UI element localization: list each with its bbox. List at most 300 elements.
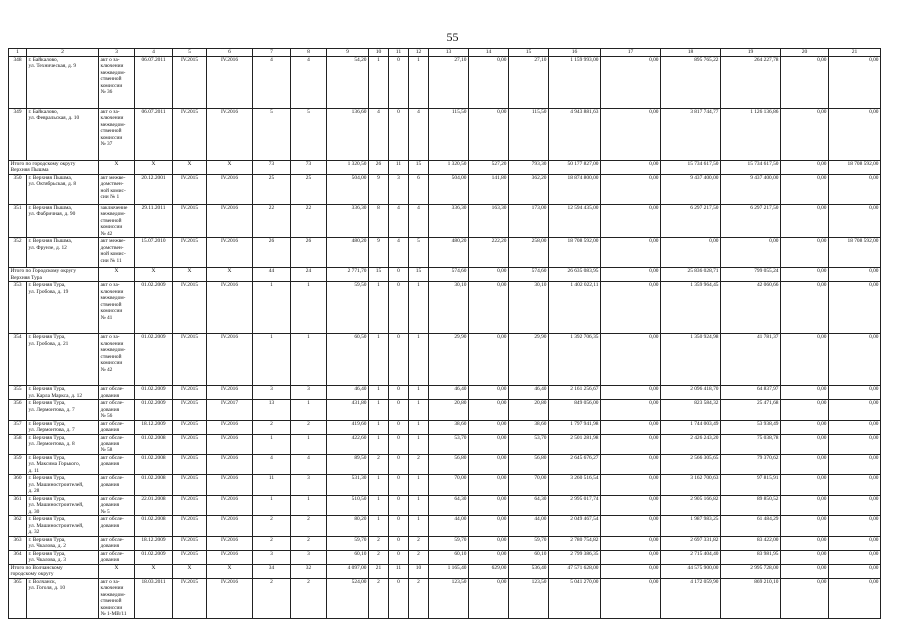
table-cell: 0,00 [601,550,661,564]
table-row [9,516,881,536]
table-cell: 336,30 [429,204,469,237]
table-cell: IV.2015 [173,204,207,237]
table-cell: 44 [253,268,291,282]
table-cell: Х [135,564,173,578]
row-number: 348 [9,56,27,108]
subtotal-label: Итого по городскому округу Верхняя Пышма [9,160,99,174]
table-cell: 18 874 800,00 [549,174,601,204]
table-cell: 06.07.2011 [135,56,173,108]
table-cell: 0,00 [781,434,829,454]
table-cell: 2 049 467,54 [549,516,601,536]
table-cell: 60,10 [327,550,369,564]
table-cell: 0 [389,282,409,334]
table-cell: 5 041 270,00 [549,578,601,618]
table-cell: 9 [369,174,389,204]
table-row [9,420,881,434]
address-cell: г. Верхняя Тура, ул. Лермонтова, д. 8 [27,434,99,454]
table-cell: 480,20 [429,238,469,268]
table-cell: 2 426 243,20 [661,434,721,454]
table-cell: 1 [369,400,389,420]
table-cell: 0,00 [469,400,509,420]
table-cell: 531,30 [327,475,369,495]
table-cell: 536,40 [509,564,549,578]
table-cell: 2 [369,536,389,550]
table-cell: 0 [389,268,409,282]
table-cell: 0,00 [829,434,881,454]
page-number: 55 [446,30,459,44]
table-cell: 0,00 [829,550,881,564]
row-number: 355 [9,386,27,400]
table-cell: Х [135,268,173,282]
table-cell: 0,00 [829,56,881,108]
table-cell: 0,00 [829,386,881,400]
address-cell: г. Волчанск, ул. Гоголя, д. 10 [27,578,99,618]
address-cell: г. Байкалово, ул. Техническая, д. 9 [27,56,99,108]
table-cell: 2 [369,578,389,618]
table-cell: 1 [369,56,389,108]
table-cell: 0,00 [601,400,661,420]
row-number: 353 [9,282,27,334]
table-cell: 2 566 305,65 [661,454,721,474]
table-cell: IV.2016 [207,238,253,268]
table-cell: 15.07.2010 [135,238,173,268]
table-cell: 18.12.2009 [135,420,173,434]
table-cell: 0 [389,454,409,474]
table-cell: 0,00 [781,386,829,400]
table-cell: 50 177 827,00 [549,160,601,174]
table-cell: 0,00 [601,268,661,282]
table-cell: 1 350 924,98 [661,334,721,386]
address-cell: г. Верхняя Тура, ул. Машиностроителей, д. 32 [27,516,99,536]
column-number: 14 [469,49,509,57]
table-cell: IV.2015 [173,282,207,334]
table-cell: 504,00 [327,174,369,204]
subtotal-row [9,268,881,282]
table-cell: 2 [369,454,389,474]
table-cell: IV.2015 [173,108,207,160]
table-cell: 1 [409,475,429,495]
table-cell: IV.2016 [207,204,253,237]
table-cell: 1 987 983,25 [661,516,721,536]
table-cell: 0,00 [781,108,829,160]
column-number: 5 [173,49,207,57]
table-cell: 0,00 [829,108,881,160]
table-cell: IV.2015 [173,420,207,434]
table-cell: 2 [409,454,429,474]
column-number: 12 [409,49,429,57]
row-number: 357 [9,420,27,434]
table-cell: 18 708 592,00 [549,238,601,268]
table-cell: 5 [409,238,429,268]
table-cell: 1 126 136,86 [721,108,781,160]
table-cell: 15 734 617,50 [721,160,781,174]
table-cell: 1 [369,495,389,515]
table-cell: заключение межведом- ственной комиссии № 42 [99,204,135,237]
table-cell: 1 [291,434,327,454]
table-cell: 1 [409,400,429,420]
data-table-container [8,48,881,619]
table-cell: 46,40 [327,386,369,400]
table-cell: 60,10 [509,550,549,564]
table-cell: 1 [369,420,389,434]
table-cell: 0,00 [469,282,509,334]
table-cell: 1 320,50 [327,160,369,174]
table-cell: 01.02.2008 [135,516,173,536]
table-cell: 18.03.2011 [135,578,173,618]
table-row [9,108,881,160]
table-cell: 0,00 [469,268,509,282]
table-cell: 0,00 [781,334,829,386]
table-cell: 0,00 [829,516,881,536]
table-cell: 2 905 166,82 [661,495,721,515]
table-cell: Х [173,268,207,282]
table-cell: 32 [291,564,327,578]
table-cell: 27,10 [429,56,469,108]
row-number: 363 [9,536,27,550]
table-cell: 4 [291,454,327,474]
table-cell: 2 [409,550,429,564]
table-cell: 6 297 217,50 [721,204,781,237]
table-cell: акт о за- ключении межведом- ственной комиссии № 41 [99,282,135,334]
table-cell: 0 [389,400,409,420]
table-cell: 1 [369,386,389,400]
table-cell: 3 162 700,63 [661,475,721,495]
table-cell: 25 [291,174,327,204]
table-cell: 136,60 [327,108,369,160]
table-cell: Х [207,268,253,282]
table-cell: 2 [409,578,429,618]
row-number: 360 [9,475,27,495]
table-cell: 22 [253,204,291,237]
table-cell: акт о за- ключении межведом- ственной комиссии № 37 [99,108,135,160]
table-cell: 336,30 [327,204,369,237]
address-cell: г. Верхняя Тура, ул. Максима Горького, д. 11 [27,454,99,474]
column-number: 19 [721,49,781,57]
address-cell: г. Верхняя Пышма, ул. Фабричная, д. 90 [27,204,99,237]
table-cell: 0,00 [601,204,661,237]
table-cell: 0,00 [469,495,509,515]
table-cell: 0,00 [829,400,881,420]
table-cell: 89,50 [327,454,369,474]
table-cell: 0,00 [601,386,661,400]
table-cell: 524,00 [327,578,369,618]
table-cell: 0 [389,420,409,434]
column-number: 16 [549,49,601,57]
table-cell: IV.2016 [207,56,253,108]
row-number: 349 [9,108,27,160]
table-row [9,56,881,108]
table-cell: 0,00 [781,268,829,282]
table-cell: 01.02.2008 [135,434,173,454]
table-cell: акт о за- ключении межведом- ственной комиссии № 36 [99,56,135,108]
table-cell: акт обсле- дования № 58 [99,434,135,454]
table-cell: 0,00 [601,516,661,536]
table-cell: 4 [369,108,389,160]
table-cell: IV.2015 [173,495,207,515]
subtotal-label: Итого по Волчанскому городскому округу [9,564,99,578]
table-cell: 0,00 [829,268,881,282]
table-cell: 41 781,37 [721,334,781,386]
table-cell: 4 [389,238,409,268]
table-cell: 0,00 [601,564,661,578]
table-cell: 9 [369,238,389,268]
table-cell: 362,20 [509,174,549,204]
table-cell: 1 159 993,00 [549,56,601,108]
table-cell: 141,80 [469,174,509,204]
table-cell: акт о за- ключении межведом- ственной комиссии № 42 [99,334,135,386]
table-cell: 2 [409,536,429,550]
column-number: 2 [27,49,99,57]
table-cell: 0,00 [781,495,829,515]
table-cell: 869 210,10 [721,578,781,618]
table-row [9,174,881,204]
table-cell: 422,60 [327,434,369,454]
table-cell: 2 [253,420,291,434]
table-cell: 2 096 418,70 [661,386,721,400]
table-cell: 0,00 [601,282,661,334]
table-cell: акт обсле- дования [99,420,135,434]
address-cell: г. Верхняя Тура, ул. Лермонтова, д. 7 [27,420,99,434]
table-cell: 21 [369,564,389,578]
address-cell: г. Верхняя Тура, ул. Машиностроителей, д. 30 [27,495,99,515]
table-cell: 01.02.2009 [135,282,173,334]
table-cell: 1 [253,282,291,334]
table-cell: 0,00 [601,108,661,160]
table-cell: 3 [389,174,409,204]
table-row [9,578,881,618]
table-cell: 47 571 628,00 [549,564,601,578]
table-cell: 11 [389,160,409,174]
table-cell: IV.2016 [207,334,253,386]
table-cell: 29,90 [429,334,469,386]
table-row [9,238,881,268]
table-cell: IV.2015 [173,578,207,618]
table-cell: 1 [409,386,429,400]
table-cell: 22 [291,204,327,237]
table-row [9,536,881,550]
table-cell: 01.02.2009 [135,400,173,420]
table-cell: 64,30 [509,495,549,515]
table-cell: IV.2016 [207,420,253,434]
table-cell: 0,00 [829,536,881,550]
table-cell: акт межве- домствен- ной комис- сии № 1 [99,174,135,204]
table-cell: 0,00 [781,400,829,420]
table-cell: 15 [409,268,429,282]
table-cell: 20,80 [429,400,469,420]
table-cell: 30,10 [429,282,469,334]
table-cell: 80,20 [327,516,369,536]
table-cell: 4 943 881,63 [549,108,601,160]
row-number: 362 [9,516,27,536]
table-cell: 0,00 [781,56,829,108]
table-cell: 0,00 [781,516,829,536]
table-cell: Х [207,564,253,578]
table-cell: 89 850,52 [721,495,781,515]
column-number: 7 [253,49,291,57]
table-cell: IV.2016 [207,578,253,618]
column-number: 15 [509,49,549,57]
table-cell: 0 [389,516,409,536]
table-cell: акт обсле- дования № 5 [99,495,135,515]
table-cell: 1 [409,516,429,536]
table-cell: 1 [291,495,327,515]
table-cell: 3 [253,386,291,400]
table-cell: 60,50 [327,334,369,386]
table-cell: 59,70 [429,536,469,550]
table-cell: Х [207,160,253,174]
table-cell: 46,40 [429,386,469,400]
table-cell: 0,00 [601,174,661,204]
row-number: 358 [9,434,27,454]
table-cell: 173,00 [509,204,549,237]
table-row [9,282,881,334]
table-cell: 53,70 [429,434,469,454]
table-cell: 44,00 [429,516,469,536]
table-cell: 2 995 728,00 [721,564,781,578]
table-cell: 15 734 617,50 [661,160,721,174]
table-cell: IV.2016 [207,386,253,400]
table-cell: 0,00 [601,434,661,454]
table-cell: 64,30 [429,495,469,515]
table-cell: 2 [253,578,291,618]
table-cell: 60,10 [429,550,469,564]
table-cell: 527,20 [469,160,509,174]
table-cell: 9 437 400,00 [661,174,721,204]
table-cell: 0,00 [781,282,829,334]
table-cell: 83 422,00 [721,536,781,550]
table-cell: 6 297 217,50 [661,204,721,237]
table-cell: 123,50 [509,578,549,618]
table-cell: 0,00 [601,56,661,108]
row-number: 354 [9,334,27,386]
table-cell: 18.12.2009 [135,536,173,550]
table-cell: 1 744 003,49 [661,420,721,434]
table-cell: 5 [253,108,291,160]
table-cell: Х [173,160,207,174]
table-cell: 0,00 [781,174,829,204]
table-cell: IV.2015 [173,334,207,386]
table-cell: IV.2015 [173,434,207,454]
column-number: 21 [829,49,881,57]
table-cell: 0,00 [469,434,509,454]
table-cell: IV.2015 [173,550,207,564]
table-cell: 0,00 [469,386,509,400]
table-cell: 2 995 017,74 [549,495,601,515]
column-number-row [9,49,881,57]
table-cell: 0,00 [601,578,661,618]
row-number: 350 [9,174,27,204]
table-cell: 64 837,97 [721,386,781,400]
column-number: 20 [781,49,829,57]
subtotal-row [9,564,881,578]
table-cell: 2 [369,550,389,564]
table-cell: 0,00 [601,420,661,434]
table-cell: 574,60 [429,268,469,282]
table-cell: 2 645 676,27 [549,454,601,474]
table-cell: 1 320,50 [429,160,469,174]
table-cell: 29.11.2011 [135,204,173,237]
table-cell: 1 [409,282,429,334]
table-cell: Х [135,160,173,174]
table-cell: 34 [253,564,291,578]
table-cell: 27,10 [509,56,549,108]
table-cell: 0,00 [781,204,829,237]
table-cell: 0,00 [469,454,509,474]
row-number: 361 [9,495,27,515]
table-cell: 1 [291,282,327,334]
table-row [9,475,881,495]
table-row [9,454,881,474]
row-number: 352 [9,238,27,268]
table-cell: 38,60 [509,420,549,434]
table-cell: 0 [389,495,409,515]
table-cell: 793,30 [509,160,549,174]
table-cell: 56,80 [509,454,549,474]
table-cell: 01.02.2009 [135,386,173,400]
table-cell: 0 [389,578,409,618]
table-cell: 2 [291,516,327,536]
table-cell: 1 [409,334,429,386]
table-cell: 1 359 964,45 [661,282,721,334]
table-cell: 0,00 [829,578,881,618]
table-row [9,434,881,454]
table-cell: 0,00 [829,174,881,204]
table-cell: 1 [369,475,389,495]
table-cell: IV.2016 [207,516,253,536]
table-cell: 0,00 [469,578,509,618]
table-cell: 510,50 [327,495,369,515]
table-cell: 0,00 [781,578,829,618]
table-cell: IV.2016 [207,434,253,454]
table-cell: 222,20 [469,238,509,268]
table-cell: 4 [409,108,429,160]
table-cell: 4 [253,56,291,108]
table-cell: 2 [291,420,327,434]
table-cell: IV.2016 [207,282,253,334]
column-number: 10 [369,49,389,57]
table-cell: 0,00 [469,334,509,386]
table-cell: акт обсле- дования № 56 [99,400,135,420]
table-cell: IV.2015 [173,238,207,268]
table-cell: 2 780 754,82 [549,536,601,550]
table-cell: 26 [369,160,389,174]
table-cell: 6 [409,174,429,204]
subtotal-row [9,160,881,174]
table-cell: 12 594 435,00 [549,204,601,237]
address-cell: г. Верхняя Пышма, ул. Октябрьская, д. 8 [27,174,99,204]
table-cell: 0,00 [781,475,829,495]
table-cell: 61 484,29 [721,516,781,536]
table-cell: 15 [369,268,389,282]
table-cell: 264 227,78 [721,56,781,108]
table-cell: 25 [253,174,291,204]
table-cell: 1 [369,516,389,536]
table-cell: акт обсле- дования [99,475,135,495]
address-cell: г. Верхняя Пышма, ул. Фрунзе, д. 12 [27,238,99,268]
table-cell: 2 501 281,98 [549,434,601,454]
table-cell: 2 715 404,40 [661,550,721,564]
table-cell: 0 [389,536,409,550]
table-cell: 4 [291,56,327,108]
table-cell: 4 097,00 [327,564,369,578]
column-number: 6 [207,49,253,57]
table-cell: 1 [409,495,429,515]
table-cell: 1 402 022,11 [549,282,601,334]
table-cell: 70,00 [509,475,549,495]
table-cell: акт межве- домствен- ной комис- сии № 11 [99,238,135,268]
table-cell: 0,00 [781,564,829,578]
table-cell: 0,00 [601,536,661,550]
